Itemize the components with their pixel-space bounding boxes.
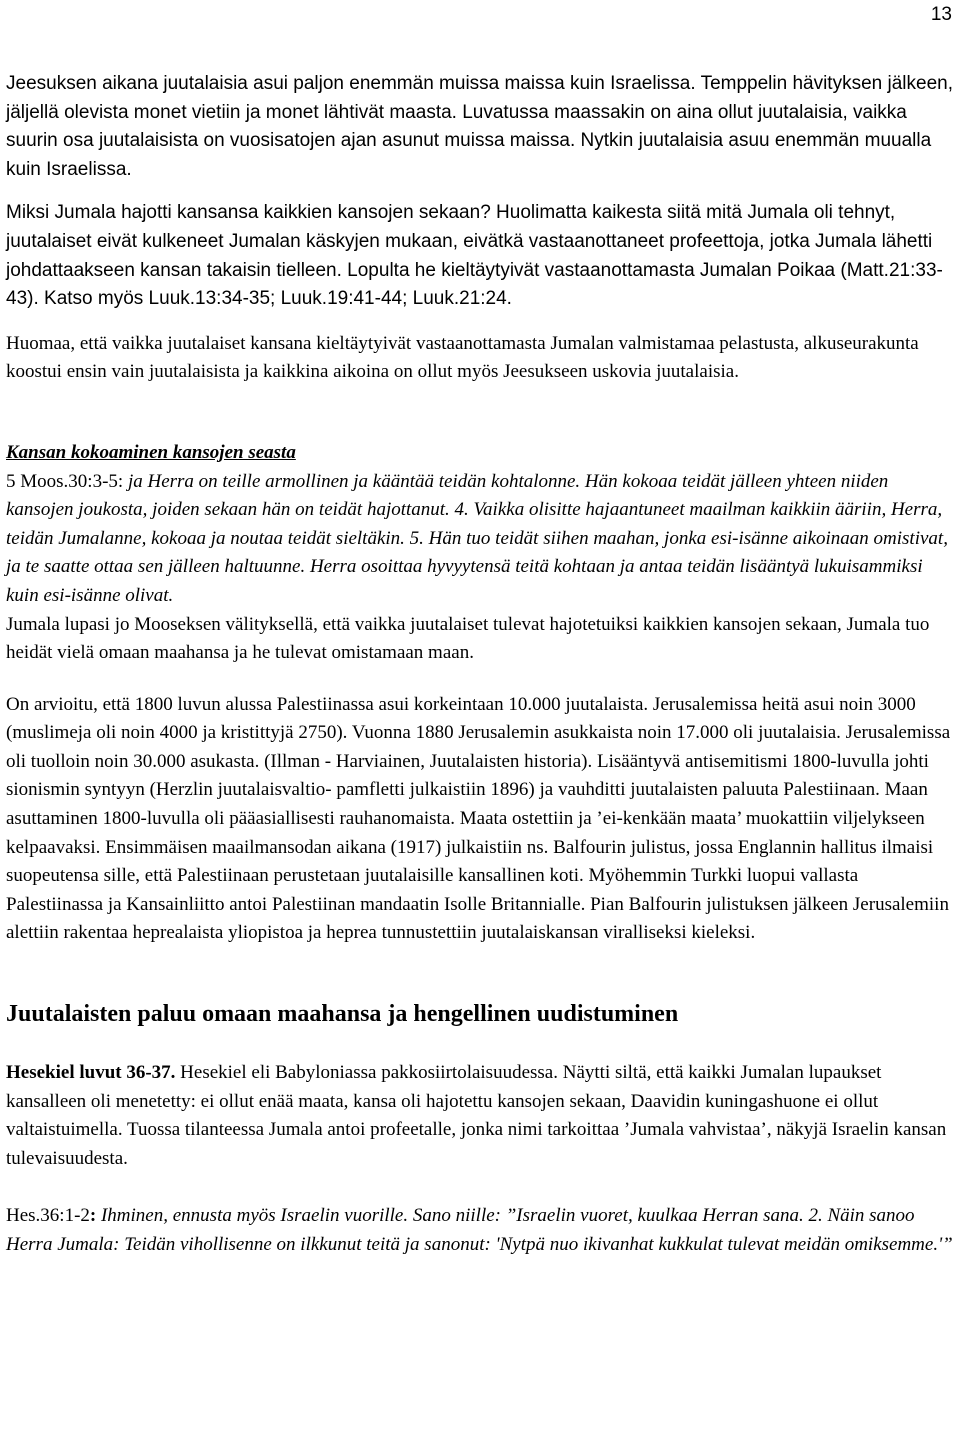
ezekiel-quote: Ihminen, ennusta myös Israelin vuorille. Sano niille: ”Israelin vuoret, kuulkaa Herran sana. 2. Näin sanoo Herra Jumala: Teidän vihollisenne on ilkkunut teitä ja sanonut: 'Nytpä nuo ikivanhat kukkulat tulevat meidän omiksemme.'” [6,1205,953,1255]
page-number: 13 [930,4,952,25]
ezekiel-quote-paragraph [6,1202,956,1259]
history-paragraph: On arvioitu, että 1800 luvun alussa Palestiinassa asui korkeintaan 10.000 juutalaista. Jerusalemissa heitä asui noin 3000 (muslimeja oli noin 4000 ja kristittyjä 2750). Vuonna 1880 Jerusalemin asukkaista noin 17.000 oli juutalaisia. Jerusalemissa oli tuolloin noin 30.000 asukasta. (Illman - Harviainen, Juutalaisten historia). Lisääntyvä antisemitismi 1800-luvulla johti sionismin syntyyn (Herzlin juutalaisvaltio- pamfletti julkaistiin 1896) ja vauhditti juutalaisten paluuta Palestiinaan. Maan asuttaminen 1800-luvulla oli pääasiallisesti rauhanomaista. Maata ostettiin ja ’ei-kenkään maata’ muokattiin viljelykseen kelpaavaksi. Ensimmäisen maailmansodan aikana (1917) julkaistiin ns. Balfourin julistus, jossa Englannin hallitus ilmaisi suopeutensa sille, että Palestiinaan perustetaan juutalaisille kansallinen koti. Myöhemmin Turkki luopui vallasta Palestiinassa ja Kansainliitto antoi Palestiinan mandaatin Isolle Britannialle. Pian Balfourin julistuksen jälkeen Jerusalemiin alettiin rakentaa heprealaista yliopistoa ja heprea tunnustettiin juutalaiskansan viralliseksi kieleksi. [6,693,951,944]
question-text: Miksi Jumala hajotti kansansa kaikkien kansojen sekaan? [6,202,491,224]
scripture-ref: 5 Moos.30:3-5: [6,470,128,492]
intro-paragraph: Jeesuksen aikana juutalaisia asui paljon enemmän muissa maissa kuin Israelissa. Temppelin hävityksen jälkeen, jäljellä olevista monet vietiin ja monet lähtivät maasta. Luvatussa maassakin on aina ollut juutalaisia, vaikka suurin osa juutalaisista on vuosisatojen ajan asunut muissa maissa. Nytkin juutalaisia asuu enemmän muualla kuin Israelissa. [6,73,953,180]
ezekiel-lead: Hesekiel luvut 36-37. [6,1062,176,1084]
question-paragraph [6,199,956,313]
answer-text: Huolimatta kaikesta siitä mitä Jumala oli tehnyt, juutalaiset eivät kulkeneet Jumalan käskyjen mukaan, eivätkä vastaanottaneet profeettoja, jotka Jumala lähetti johdattaakseen kansan takaisin tielleen. Lopulta he kieltäytyivät vastaanottamasta Jumalan Poikaa (Matt.21:33-43). Katso myös Luuk.13:34-35; Luuk.19:41-44; Luuk.21:24. [6,202,943,310]
promise-paragraph: Jumala lupasi jo Mooseksen välityksellä, että vaikka juutalaiset tulevat hajotetuiksi kaikkien kansojen sekaan, Jumala tuo heidät vielä omaan maahansa ja he tulevat omistamaan maan. [6,613,930,664]
scripture-quote: ja Herra on teille armollinen ja kääntää teidän kohtalonne. Hän kokoaa teidät jälleen yhteen niiden kansojen joukosta, joiden sekaan hän on teidät hajottanut. 4. Vaikka olisitte hajaantuneet maailman kaikkiin ääriin, Herra, teidän Jumalanne, kokoaa ja noutaa teidät sieltäkin. 5. Hän tuo teidät siihen maahan, jonka esi-isänne aikoinaan omistivat, ja te saatte ottaa sen jälleen haltuunne. Herra osoittaa hyvyytensä teitä kohtaan ja antaa teidän lisääntyä lukuisammiksi kuin esi-isänne olivat. [6,470,948,606]
ezekiel-quote-colon: : [89,1205,101,1227]
ezekiel-quote-ref: Hes.36:1-2 [6,1205,90,1227]
section-gathering [6,439,956,668]
scripture-paragraph [6,468,956,611]
note-paragraph: Huomaa, että vaikka juutalaiset kansana kieltäytyivät vastaanottamasta Jumalan valmistamaa pelastusta, alkuseurakunta koostui ensin vain juutalaisista ja kaikkina aikoina on ollut myös Jeesukseen uskovia juutalaisia. [6,332,919,383]
section-title: Juutalaisten paluu omaan maahansa ja hengellinen uudistuminen [6,1001,679,1028]
ezekiel-text: Hesekiel eli Babyloniassa pakkosiirtolaisuudessa. Näytti siltä, että kaikki Jumalan lupaukset kansalleen oli menetetty: ei ollut enää maata, kansa oli hajotettu kansojen sekaan, Daavidin kuningashuone ei ollut valtaistuimella. Tuossa tilanteessa Jumala antoi profeetalle, jonka nimi tarkoittaa ’Jumala vahvistaa’, näkyjä Israelin kansan tulevaisuudesta. [6,1062,947,1169]
ezekiel-paragraph [6,1059,956,1173]
section-heading: Kansan kokoaminen kansojen seasta [6,441,296,463]
section-return [6,998,956,1260]
document-body [6,70,956,1260]
